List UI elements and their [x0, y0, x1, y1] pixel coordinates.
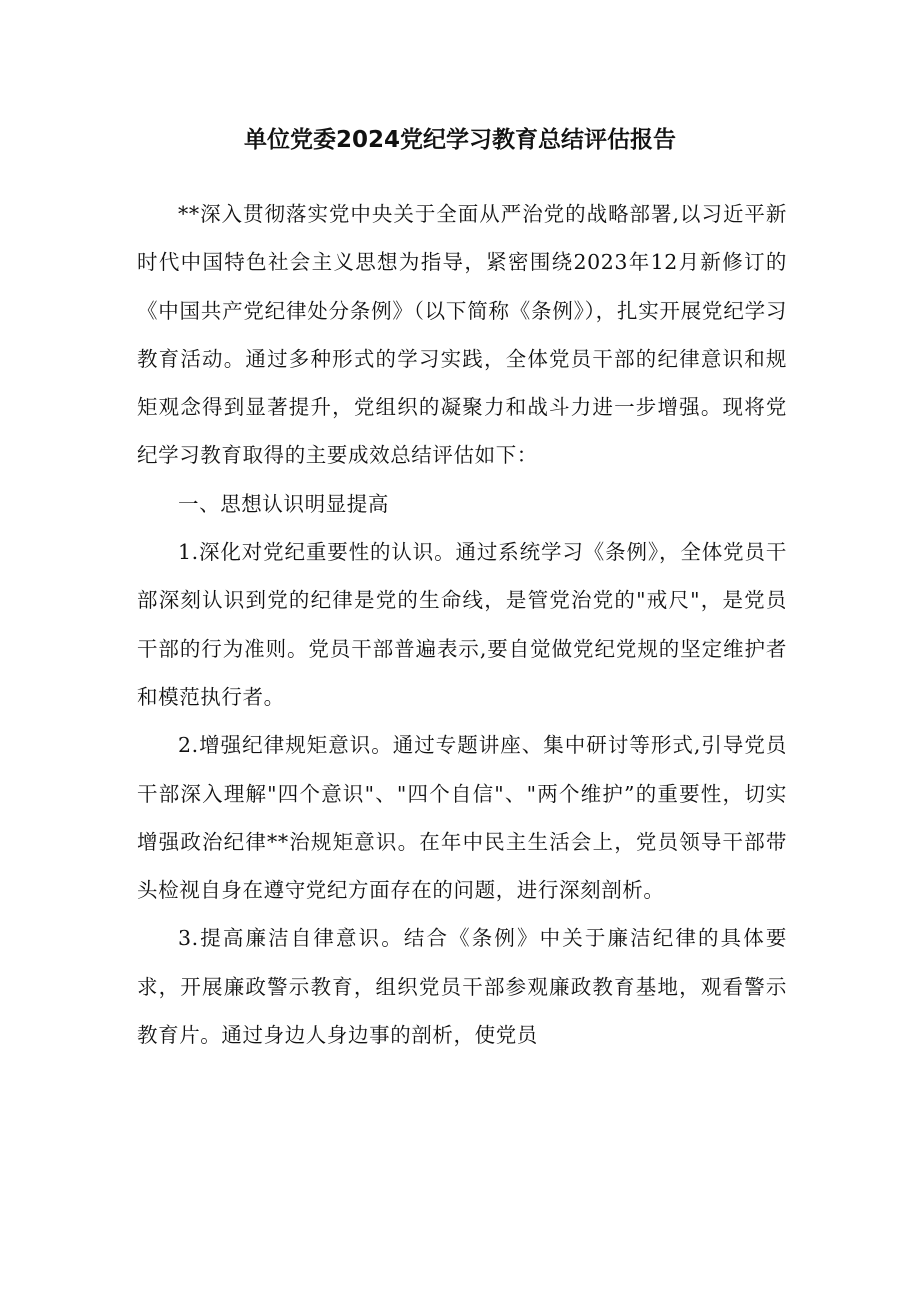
intro-paragraph: **深入贯彻落实党中央关于全面从严治党的战略部署,以习近平新时代中国特色社会主义思想为指导，紧密围绕2023年12月新修订的《中国共产党纪律处分条例》（以下简称《条例》），扎实开展党纪学习教育活动。通过多种形式的学习实践，全体党员干部的纪律意识和规矩观念得到显著提升，党组织的凝聚力和战斗力进一步增强。现将党纪学习教育取得的主要成效总结评估如下： — [137, 202, 787, 468]
document-title: 单位党委2024党纪学习教育总结评估报告 — [243, 127, 676, 153]
section-item-2: 2.增强纪律规矩意识。通过专题讲座、集中研讨等形式,引导党员干部深入理解"四个意识"、"四个自信"、"两个维护”的重要性，切实增强政治纪律**治规矩意识。在年中民主生活会上，党员领导干部带头检视自身在遵守党纪方面存在的问题，进行深刻剖析。 — [137, 733, 787, 903]
section-heading: 一、思想认识明显提高 — [178, 491, 389, 516]
section-item-1: 1.深化对党纪重要性的认识。通过系统学习《条例》，全体党员干部深刻认识到党的纪律是党的生命线，是管党治党的"戒尺"，是党员干部的行为准则。党员干部普遍表示,要自觉做党纪党规的坚定维护者和模范执行者。 — [137, 540, 787, 709]
document-body — [137, 190, 787, 1059]
section-item-3: 3.提高廉洁自律意识。结合《条例》中关于廉洁纪律的具体要求，开展廉政警示教育，组织党员干部参观廉政教育基地，观看警示教育片。通过身边人身边事的剖析，使党员 — [137, 926, 787, 1048]
